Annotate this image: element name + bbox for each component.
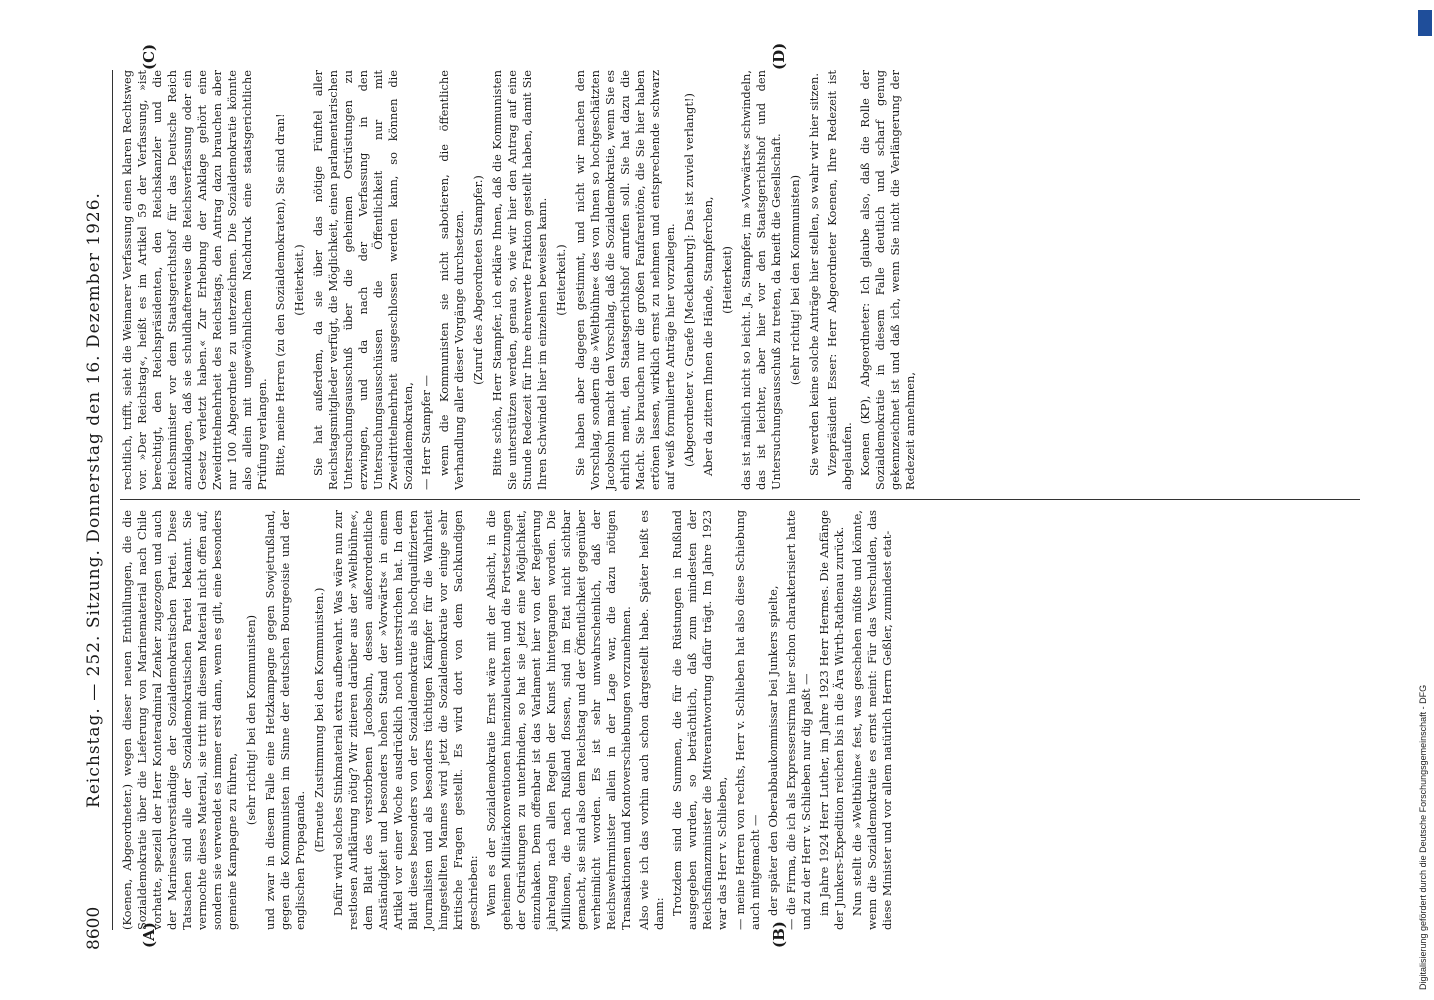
page-title: Reichstag. — 252. Sitzung. Donnerstag den 16. Dezember 1926. (84, 192, 104, 808)
paragraph: Nun stellt die »Weltbühne« fest, was geschehen müßte und könnte, wenn die Sozialdemokratie es ernst meint: Für das Verschulden, das diese Minister und vor allem natürlich Herrn Geßler, zumindest etat- (850, 510, 894, 930)
margin-mark-a: (A) (140, 922, 158, 948)
paragraph: das ist nämlich nicht so leicht. Ja, Stampfer, im »Vorwärts« schwindeln, das ist leichter, aber hier vor den Staatsgerichtshof und den Untersuchungsausschuß zu treten, da kneift die Gesellschaft. (739, 70, 783, 490)
quote-paragraph: der später den Oberabbaukommissar bei Junkers spielte, (766, 585, 780, 916)
speaker-paragraph: Vizepräsident Esser: Herr Abgeordneter Koenen, Ihre Redezeit ist abgelaufen. (825, 70, 854, 490)
column-divider (120, 499, 1360, 500)
interjection: — Herr Stampfer — (419, 375, 433, 490)
paragraph: Bitte schön, Herr Stampfer, ich erkläre Ihnen, daß die Kommunisten Sie unterstützen werden, genau so, wie wir hier den Antrag auf eine Stunde Redezeit für Ihre ehrenwerte Fraktion gestellt haben, damit Sie Ihren Schwindel hier im einzelnen beweisen kann. (490, 70, 549, 490)
paragraph: wenn die Kommunisten sie nicht sabotieren, die öffentliche Verhandlung aller dieser Vorgänge durchsetzen. (437, 70, 466, 490)
speaker-paragraph: Koenen (KP), Abgeordneter: Ich glaube also, daß die Rolle der Sozialdemokratie in diesem Falle deutlich und scharf genug gekennzeichnet ist und daß ich, wenn Sie nicht die Verlängerung der Redezeit annehmen, (858, 70, 917, 490)
quote-paragraph: Trotzdem sind die Summen, die für die Rüstungen in Rußland ausgegeben wurden, so beträchtlich, daß zum mindesten der Reichsfinanzminister die Mitverantwortung dafür trägt. Im Jahre 1923 war das Herr v. Schlieben, (670, 510, 729, 930)
paragraph: Bitte, meine Herren (zu den Sozialdemokraten), Sie sind dran! (273, 113, 287, 476)
paragraph: Also wie ich das vorhin auch schon dargestellt habe. Später heißt es dann: (637, 510, 666, 930)
margin-mark-d: (D) (770, 42, 788, 70)
paragraph: und zwar in diesem Falle eine Hetzkampagne gegen Sowjetrußland, gegen die Kommunisten im Sinne der deutschen Bourgeoisie und der englischen Propaganda. (263, 510, 307, 930)
paragraph: Sie hat außerdem, da sie über das nötige Fünftel aller Reichstagsmitglieder verfügt, die Möglichkeit, einen parlamentarischen Untersuchungsausschuß über die geheimen Ostrüstungen zu erzwingen, und da nach der Verfassung in den Untersuchungsausschüssen die Öffentlichkeit nur mit Zweidrittelmehrheit ausgeschlossen werden kann, so können die Sozialdemokraten, (311, 70, 415, 490)
paragraph: Sie haben aber dagegen gestimmt, und nicht wir machen den Vorschlag, sondern die »Weltbühne« des von Ihnen so hochgeschätzten Jacobsohn macht den Vorschlag, daß die Sozialdemokratie, wenn Sie es ehrlich meint, den Staatsgerichtshof anrufen soll. Sie hat dazu die Macht. Sie brauchen nur die großen Fanfarentöne, die Sie hier haben ertönen lassen, wirklich ernst zu nehmen und entsprechende schwarz auf weiß formulierte Anträge hier vorzulegen. (573, 70, 677, 490)
quote-paragraph: Wenn es der Sozialdemokratie Ernst wäre mit der Absicht, in die geheimen Militärkonventionen hineinzuleuchten und die Fortsetzungen der Ostrüstungen zu unterbinden, so hat sie jetzt eine Möglichkeit, einzuhaken. Denn offenbar ist das Varlament hier von der Regierung jahrelang nach allen Regeln der Kunst hintergangen worden. Die Millionen, die nach Rußland flossen, sind im Etat nicht sichtbar gemacht, sie sind also dem Reichstag und der Öffentlichkeit gegenüber verheimlicht worden. Es ist sehr unwahrscheinlich, daß der Reichswehrminister allein in der Lage war, die dazu nötigen Transaktionen und Kontoverschiebungen vorzunehmen. (484, 510, 633, 930)
interjection: (sehr richtig! bei den Kommunisten) (788, 174, 802, 386)
rotated-page-sheet (80, 42, 1400, 950)
digitization-credit: Digitalisierung gefördert durch die Deutsche Forschungsgemeinschaft - DFG (1418, 684, 1428, 990)
margin-mark-b: (B) (770, 921, 788, 948)
right-column (120, 70, 921, 490)
interjection: (Abgeordneter v. Graefe [Mecklenburg]: Das ist zuviel verlangt!) (682, 93, 696, 467)
paragraph: Aber da zittern Ihnen die Hände, Stampferchen, (701, 196, 715, 476)
page-number: 8600 (84, 906, 104, 950)
paragraph: rechtlich, trifft, sieht die Weimarer Verfassung einen klaren Rechtsweg vor. »Der Reichstag«, heißt es im Artikel 59 der Verfassung, »ist berechtigt, den Reichspräsidenten, den Reichskanzler und die Reichsminister vor dem Staatsgerichtshof für das Deutsche Reich anzuklagen, daß sie schuldhafterweise die Reichsverfassung oder ein Gesetz verletzt haben.« Zur Erhebung der Anklage gehört eine Zweidrittelmehrheit des Reichstags, den Antrag dazu brauchen aber nur 100 Abgeordnete zu unterzeichnen. Die Sozialdemokratie könnte also allein mit ungewöhnlichem Nachdruck eine staatsgerichtliche Prüfung verlangen. (120, 70, 269, 490)
interjection: (Erneute Zustimmung bei den Kommunisten.) (312, 587, 326, 853)
digitization-stamp (1418, 10, 1432, 990)
interjection: — die Firma, die ich als Expressersirma hier schon charakterisiert hatte und zu der Herr v. Schlieben nur dig paßt — (784, 510, 813, 930)
interjection: (Heiterkeit) (720, 246, 734, 314)
paragraph: Dafür wird solches Stinkmaterial extra aufbewahrt. Was wäre nun zur restlosen Aufklärung nötig? Wir zitieren darüber aus der »Weltbühne«, dem Blatt des verstorbenen Jacobsohn, dessen außerordentliche Anständigkeit und besonders hohen Stand der »Vorwärts« in einem Artikel vor einer Woche ausdrücklich noch unterstrichen hat. In dem Blatt dieses besonders von der Sozialdemokratie als hochqualifizierten Journalisten und als besonders tüchtigen Kämpfer für die Wahrheit hingestellten Mannes wird jetzt die Sozialdemokratie vor einige sehr kritische Fragen gestellt. Es wird dort von dem Sachkundigen geschrieben: (331, 510, 480, 930)
page-header (80, 50, 110, 950)
interjection: — meine Herren von rechts, Herr v. Schlieben hat also diese Schiebung auch mitgemacht — (733, 510, 762, 930)
left-column (120, 510, 898, 930)
quote-paragraph: im Jahre 1924 Herr Luther, im Jahre 1923 Herr Hermes. Die Anfänge der Junkers-Expedition reichen bis in die Ära Wirth-Rathenau zurück. (817, 510, 846, 930)
paragraph: (Koenen, Abgeordneter.) wegen dieser neuen Enthüllungen, die die Sozialdemokratie über die Lieferung von Marinematerial nach Chile vorhatte, speziell der Herr Konteradmiral Zenker zugezogen und auch der Marinesachverständige der Sozialdemokratischen Partei. Diese Tatsachen sind alle der Sozialdemokratischen Partei bekannt. Sie vermochte dieses Material, sie tritt mit diesem Material nicht offen auf, sondern sie verwendet es immer erst dann, wenn es gilt, eine besonders gemeine Kampagne zu führen, (120, 510, 239, 930)
interjection: (sehr richtig! bei den Kommunisten) (244, 614, 258, 826)
interjection: (Heiterkeit.) (292, 244, 306, 316)
header-rule (112, 70, 113, 930)
paragraph: Sie werden keine solche Anträge hier stellen, so wahr wir hier sitzen. (807, 73, 821, 476)
interjection: (Zuruf des Abgeordneten Stampfer.) (471, 175, 485, 385)
margin-mark-c: (C) (140, 43, 158, 70)
interjection: (Heiterkeit.) (554, 244, 568, 316)
